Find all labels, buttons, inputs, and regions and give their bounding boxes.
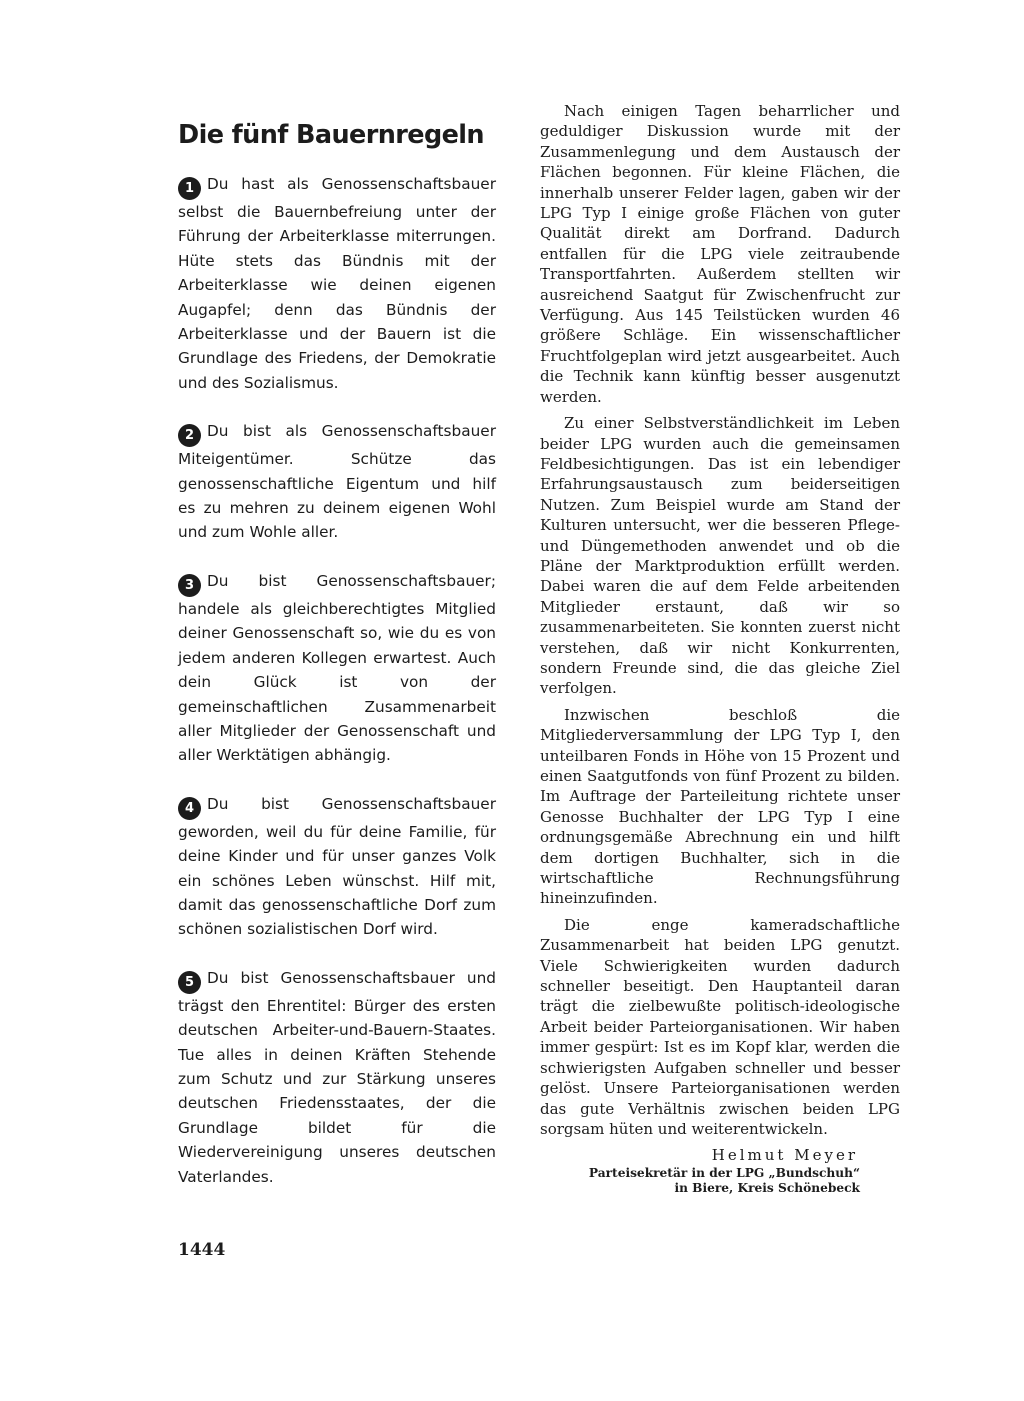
article-paragraph: Zu einer Selbstverständlichkeit im Leben beider LPG wurden auch die gemeinsamen Feldbesichtigungen. Das ist ein lebendiger Erfahrungsaustausch zum beiderseitigen Nutzen. Zum Beispiel wurde am Stand der Kulturen untersucht, wer die besseren Pflege- und Düngemethoden anwendet und ob die Pläne der Marktproduktion erfüllt werden. Dabei waren die auf dem Felde arbeitenden Mitglieder erstaunt, daß wir so zusammenarbeiteten. Sie konnten zuerst nicht verstehen, daß wir nicht Konkurrenten, sondern Freunde sind, die das gleiche Ziel verfolgen.	[540, 414, 900, 698]
rule-5	[178, 966, 496, 1189]
article-paragraph: Inzwischen beschloß die Mitgliederversammlung der LPG Typ I, den unteilbaren Fonds in Höhe von 15 Prozent und einen Saatgutfonds von fünf Prozent zu bilden. Im Auftrage der Parteileitung richtete unser Genosse Buchhalter der LPG Typ I eine ordnungsgemäße Abrechnung ein und hilft dem dortigen Buchhalter, sich in die wirtschaftliche Rechnungsführung hineinzufinden.	[540, 705, 900, 908]
page-number: 1444	[178, 1240, 226, 1260]
rules-column	[178, 118, 496, 1213]
rule-number-badge: 5	[178, 971, 201, 994]
rule-text: Du bist Genossenschaftsbauer und trägst den Ehrentitel: Bürger des ersten deutschen Arbeiter-und-Bauern-Staates. Tue alles in deinen Kräften Stehende zum Schutz und zur Stärkung unseres deutschen Friedensstaates, der die Grundlage bildet für die Wiedervereinigung unseres deutschen Vaterlandes.	[178, 968, 496, 1186]
author-role-line-2: in Biere, Kreis Schönebeck	[674, 1180, 860, 1195]
article-paragraph: Nach einigen Tagen beharrlicher und geduldiger Diskussion wurde mit der Zusammenlegung und dem Austausch der Flächen begonnen. Für kleine Flächen, die innerhalb unserer Felder lagen, gaben wir der LPG Typ I einige große Flächen von guter Qualität direkt am Dorfrand. Dadurch entfallen für die LPG viele zeitraubende Transportfahrten. Außerdem stellten wir ausreichend Saatgut für Zwischenfrucht zur Verfügung. Aus 145 Teilstücken wurden 46 größere Schläge. Ein wissenschaftlicher Fruchtfolgeplan wird jetzt ausgearbeitet. Auch die Technik kann künftig besser ausgenutzt werden.	[540, 102, 900, 406]
rule-text: Du bist Genossenschaftsbauer; handele als gleichberechtigtes Mitglied deiner Genossenschaft so, wie du es von jedem anderen Kollegen erwartest. Auch dein Glück ist von der gemeinschaftlichen Zusammenarbeit aller Mitglieder der Genossenschaft und aller Werktätigen abhängig.	[178, 571, 496, 765]
rule-2	[178, 419, 496, 545]
rule-number-badge: 4	[178, 797, 201, 820]
author-role-line-1: Parteisekretär in der LPG „Bundschuh“	[588, 1165, 860, 1180]
author-name: Helmut Meyer	[711, 1146, 858, 1165]
rule-text: Du bist als Genossenschaftsbauer Miteigentümer. Schütze das genossenschaftliche Eigentum und hilf es zu mehren zu deinem eigenen Wohl und zum Wohle aller.	[178, 422, 496, 542]
rule-3	[178, 569, 496, 768]
rule-4	[178, 792, 496, 942]
rule-text: Du hast als Genossenschaftsbauer selbst die Bauernbefreiung unter der Führung der Arbeiterklasse miterrungen. Hüte stets das Bündnis mit der Arbeiterklasse wie deinen eigenen Augapfel; denn das Bündnis der Arbeiterklasse und der Bauern ist die Grundlage des Friedens, der Demokratie und des Sozialismus.	[178, 175, 496, 392]
rule-number-badge: 3	[178, 574, 201, 597]
rule-number-badge: 1	[178, 177, 201, 200]
rule-text: Du bist Genossenschaftsbauer geworden, weil du für deine Familie, für deine Kinder und für unser ganzes Volk ein schönes Leben wünschst. Hilf mit, damit das genossenschaftliche Dorf zum schönen sozialistischen Dorf wird.	[178, 794, 496, 939]
rule-number-badge: 2	[178, 424, 201, 447]
article-paragraph: Die enge kameradschaftliche Zusammenarbeit hat beiden LPG genutzt. Viele Schwierigkeiten wurden dadurch schneller beseitigt. Den Hauptanteil daran trägt die zielbewußte politisch-ideologische Arbeit beider Parteiorganisationen. Wir haben immer gespürt: Ist es im Kopf klar, werden die schwierigsten Aufgaben schneller und besser gelöst. Unsere Parteiorganisationen werden das gute Verhältnis zwischen beiden LPG sorgsam hüten und weiterentwickeln.	[540, 915, 900, 1138]
rule-1	[178, 172, 496, 395]
article-column	[540, 101, 900, 1196]
rules-title: Die fünf Bauernregeln	[178, 120, 484, 150]
